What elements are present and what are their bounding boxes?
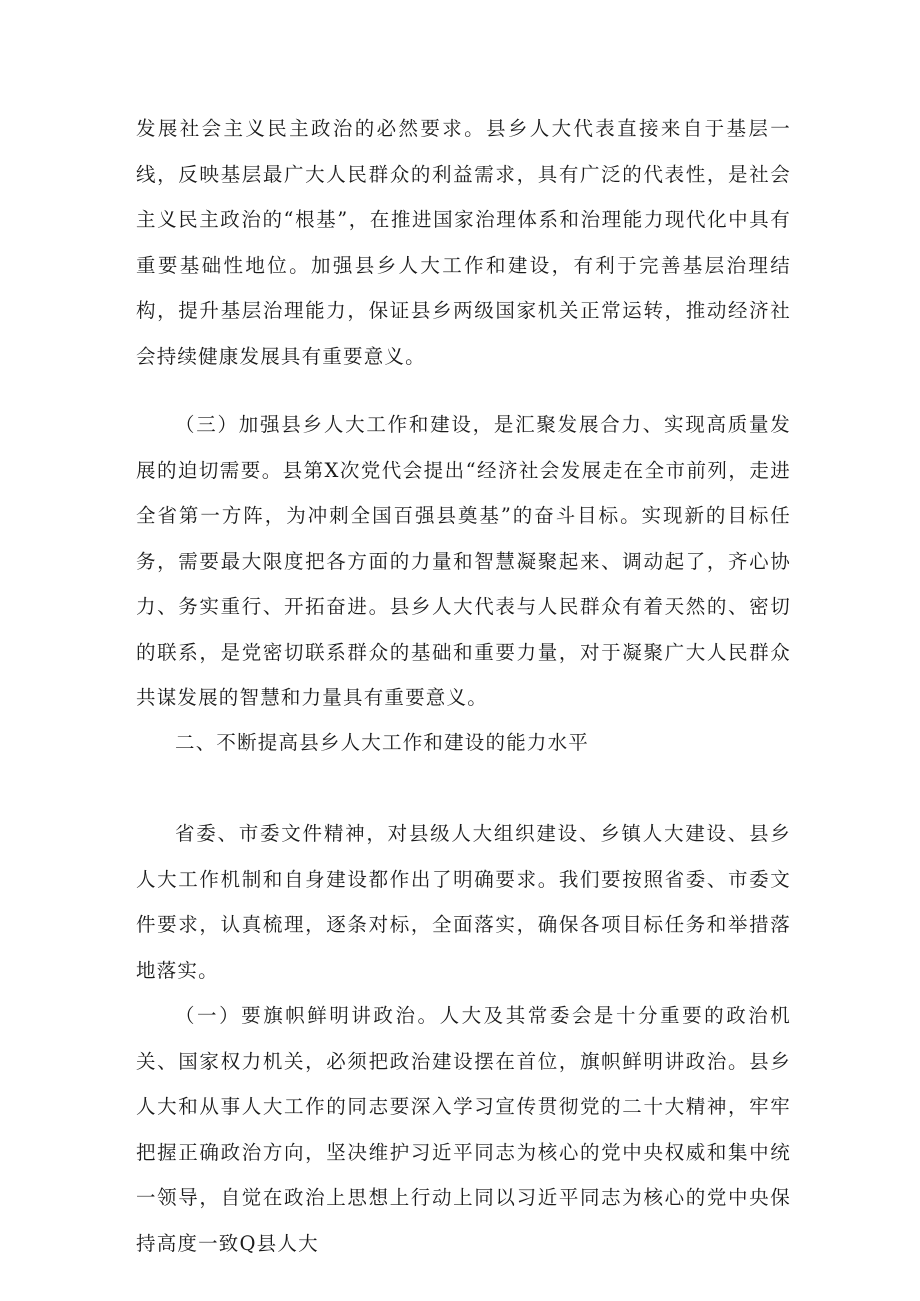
paragraph-1: 发展社会主义民主政治的必然要求。县乡人大代表直接来自于基层一线，反映基层最广大人民群众的利益需求，具有广泛的代表性，是社会主义民主政治的“根基”，在推进国家治理体系和治理能力现代化中具有重要基础性地位。加强县乡人大工作和建设，有利于完善基层治理结构，提升基层治理能力，保证县乡两级国家机关正常运转，推动经济社会持续健康发展具有重要意义。: [136, 117, 791, 368]
paragraph-4: （一）要旗帜鲜明讲政治。人大及其常委会是十分重要的政治机关、国家权力机关，必须把政治建设摆在首位，旗帜鲜明讲政治。县乡人大和从事人大工作的同志要深入学习宣传贯彻党的二十大精神，牢牢把握正确政治方向，坚决维护习近平同志为核心的党中央权威和集中统一领导，自觉在政治上思想上行动上同以习近平同志为核心的党中央保持高度一致Q县人大: [136, 1004, 791, 1255]
section-heading: 二、不断提高县乡人大工作和建设的能力水平: [175, 731, 590, 754]
paragraph-2: （三）加强县乡人大工作和建设，是汇聚发展合力、实现高质量发展的迫切需要。县第X次党代会提出“经济社会发展走在全市前列，走进全省第一方阵，为冲刺全国百强县奠基”的奋斗目标。实现新的目标任务，需要最大限度把各方面的力量和智慧凝聚起来、调动起了，齐心协力、务实重行、开拓奋进。县乡人大代表与人民群众有着天然的、密切的联系，是党密切联系群众的基础和重要力量，对于凝聚广大人民群众共谋发展的智慧和力量具有重要意义。: [136, 413, 791, 709]
paragraph-3: 省委、市委文件精神，对县级人大组织建设、乡镇人大建设、县乡人大工作机制和自身建设都作出了明确要求。我们要按照省委、市委文件要求，认真梳理，逐条对标，全面落实，确保各项目标任务和举措落地落实。: [136, 822, 791, 982]
